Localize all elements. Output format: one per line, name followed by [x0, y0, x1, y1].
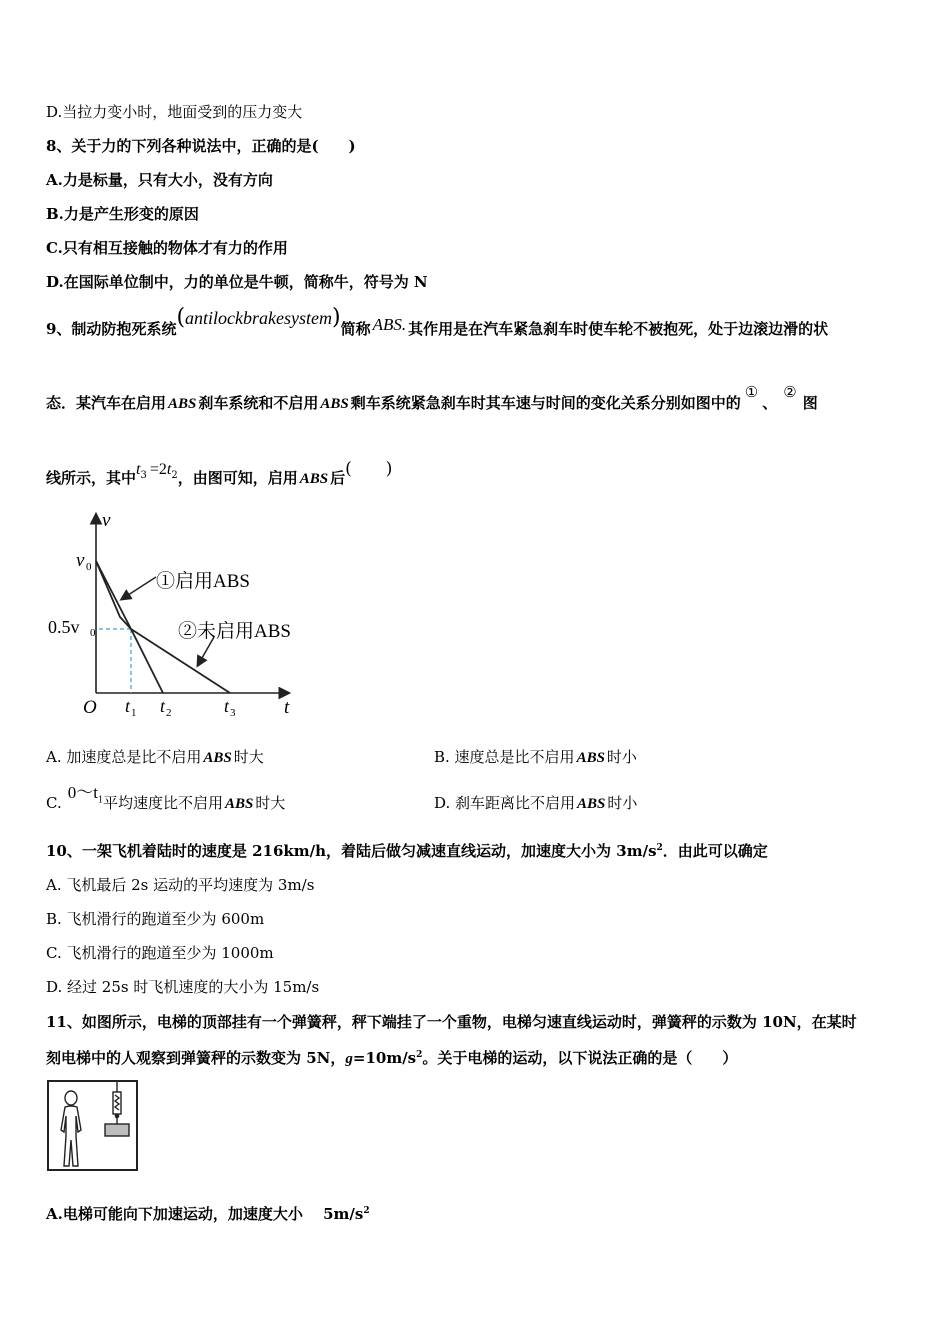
q9-term-paren: (antilockbrakesystem): [176, 305, 341, 330]
t-axis-label: t: [284, 697, 290, 718]
t1-label: t: [125, 696, 131, 716]
label1-arrow: [122, 577, 156, 599]
q10-stem: 10、一架飞机着陆时的速度是 216km/h，着陆后做匀减速直线运动，加速度大小为 $3m/s^2$．由此可以确定: [46, 842, 768, 860]
q9-option-c: $C.0\sim t_1$平均速度比不启用 ABS 时大: [46, 783, 286, 812]
curve2-label: ②未启用ABS: [178, 621, 291, 642]
q9-option-d: D. 刹车距离比不启用 ABS 时小: [434, 794, 638, 812]
t1-sub: 1: [131, 707, 137, 719]
half-v0-sub: 0: [90, 627, 96, 639]
q10-option-b: B. 飞机滑行的跑道至少为 600m: [46, 910, 265, 928]
t3-label: t: [224, 696, 230, 716]
t2-label: t: [160, 696, 166, 716]
curve1-label: ①启用ABS: [156, 571, 250, 592]
half-v0-label: 0.5v: [48, 617, 80, 637]
q8-option-a: A.力是标量，只有大小，没有方向: [46, 171, 273, 189]
q9-stem-line3: 线所示，其中$t_3 =2t_2$，由图可知，启用 ABS 后( ): [46, 459, 393, 487]
v0-sub: 0: [86, 561, 92, 573]
v0-label: v: [76, 550, 85, 571]
q8-option-c: C.只有相互接触的物体才有力的作用: [46, 239, 288, 257]
time-range: $0\sim t_1$: [67, 783, 103, 806]
q11-option-a: A.电梯可能向下加速运动，加速度大小 $5m/s^2$: [46, 1205, 370, 1223]
curve-1-mark: ①: [744, 383, 759, 401]
velocity-time-graph: [40, 505, 330, 725]
t3-sub: 3: [230, 707, 236, 719]
q11-stem-line1: 11、如图所示，电梯的顶部挂有一个弹簧秤，秤下端挂了一个重物，电梯匀速直线运动时，弹簧秤的示数为 10N，在某时: [46, 1013, 857, 1031]
q9-option-a: A. 加速度总是比不启用 ABS 时大: [46, 748, 264, 766]
weight-icon: [105, 1124, 129, 1136]
origin-label: O: [83, 697, 97, 718]
curve-abs: [96, 561, 163, 693]
q10-option-c: C. 飞机滑行的跑道至少为 1000m: [46, 944, 274, 962]
elevator-figure: [47, 1080, 139, 1172]
time-condition: $t_3 =2t_2$: [136, 461, 178, 482]
q9-stem-line1: 9、制动防抱死系统(antilockbrakesystem)简称 ABS. 其作用是在汽车紧急刹车时使车轮不被抱死，处于边滚边滑的状: [46, 305, 829, 338]
curve-2-mark: ②: [783, 383, 797, 401]
q10-option-a: A. 飞机最后 2s 运动的平均速度为 3m/s: [46, 876, 315, 894]
q8-option-d: D.在国际单位制中，力的单位是牛顿，简称牛，符号为 N: [46, 273, 428, 291]
q9-abbr: ABS.: [372, 315, 407, 334]
t2-sub: 2: [166, 707, 172, 719]
q8-option-b: B.力是产生形变的原因: [46, 205, 199, 223]
v-axis-label: v: [102, 510, 111, 531]
q7-option-d: D.当拉力变小时，地面受到的压力变大: [46, 103, 303, 121]
q10-option-d: D. 经过 25s 时飞机速度的大小为 15m/s: [46, 978, 320, 996]
q8-stem: 8、关于力的下列各种说法中，正确的是( ): [46, 137, 356, 155]
q11-stem-line2: 刻电梯中的人观察到弹簧秤的示数变为 5N，$g=10m/s^2$。关于电梯的运动，以下说法正确的是（ ）: [46, 1049, 738, 1067]
q9-stem-line2: 态．某汽车在启用 ABS 刹车系统和不启用 ABS 剩车系统紧急刹车时其车速与时间的变化关系分别如图中的①、②图: [46, 383, 818, 412]
q9-option-b: B. 速度总是比不启用 ABS 时小: [434, 748, 637, 766]
